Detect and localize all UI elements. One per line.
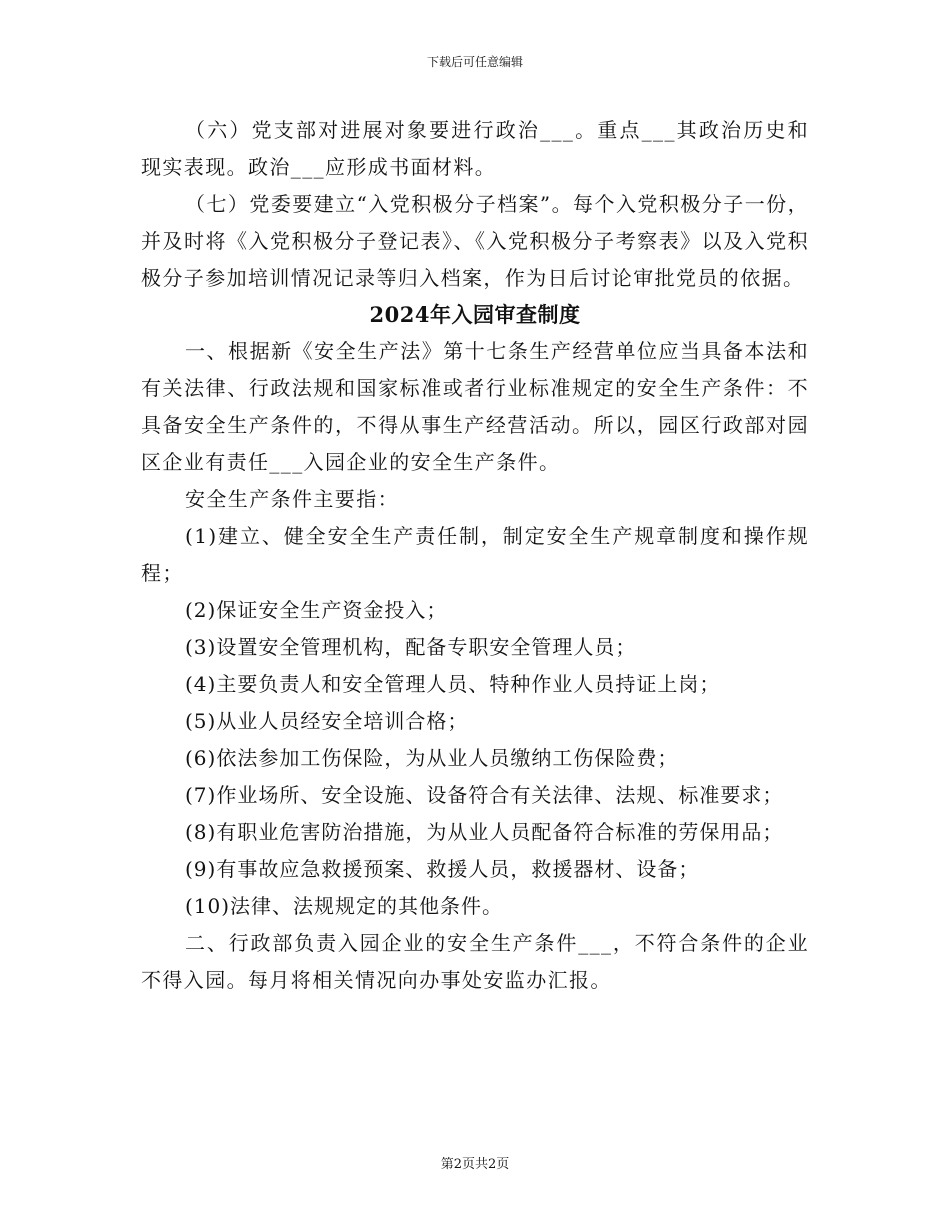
condition-item: (5)从业人员经安全培训合格； (185, 709, 469, 733)
intro-paragraph: 一、根据新《安全生产法》第十七条生产经营单位应当具备本法和有关法律、行政法规和国家标准或者行业标准规定的安全生产条件：不具备安全生产条件的，不得从事生产经营活动。所以，园区行政部对园区企业有责任___入园企业的安全生产条件。 (141, 339, 809, 474)
condition-item: (9)有事故应急救援预案、救援人员，救援器材、设备； (185, 857, 700, 881)
condition-item: (8)有职业危害防治措施，为从业人员配备符合标准的劳保用品； (185, 820, 784, 844)
condition-item: (10)法律、法规规定的其他条件。 (185, 894, 504, 918)
conditions-heading: 安全生产条件主要指： (185, 487, 399, 511)
condition-item: (3)设置安全管理机构，配备专职安全管理人员； (185, 635, 637, 659)
paragraph-six: （六）党支部对进展对象要进行政治___。重点___其政治历史和现实表现。政治___应形成书面材料。 (141, 118, 809, 179)
condition-item: (1)建立、健全安全生产责任制，制定安全生产规章制度和操作规程； (141, 524, 809, 585)
condition-item: (4)主要负责人和安全管理人员、特种作业人员持证上岗； (185, 672, 721, 696)
condition-item: (6)依法参加工伤保险，为从业人员缴纳工伤保险费； (185, 746, 679, 770)
document-body (141, 112, 809, 999)
condition-item: (2)保证安全生产资金投入； (185, 598, 448, 622)
condition-item: (7)作业场所、安全设施、设备符合有关法律、法规、标准要求； (185, 783, 784, 807)
document-title: 2024年入园审查制度 (369, 302, 581, 327)
paragraph-seven: （七）党委要建立“入党积极分子档案”。每个入党积极分子一份，并及时将《入党积极分子登记表》、《入党积极分子考察表》以及入党积极分子参加培训情况记录等归入档案，作为日后讨论审批党员的依据。 (141, 192, 809, 290)
page-footer: 第2页共2页 (440, 1157, 510, 1172)
closing-paragraph: 二、行政部负责入园企业的安全生产条件___，不符合条件的企业不得入园。每月将相关情况向办事处安监办汇报。 (141, 931, 809, 992)
page-header: 下载后可任意编辑 (426, 55, 523, 69)
